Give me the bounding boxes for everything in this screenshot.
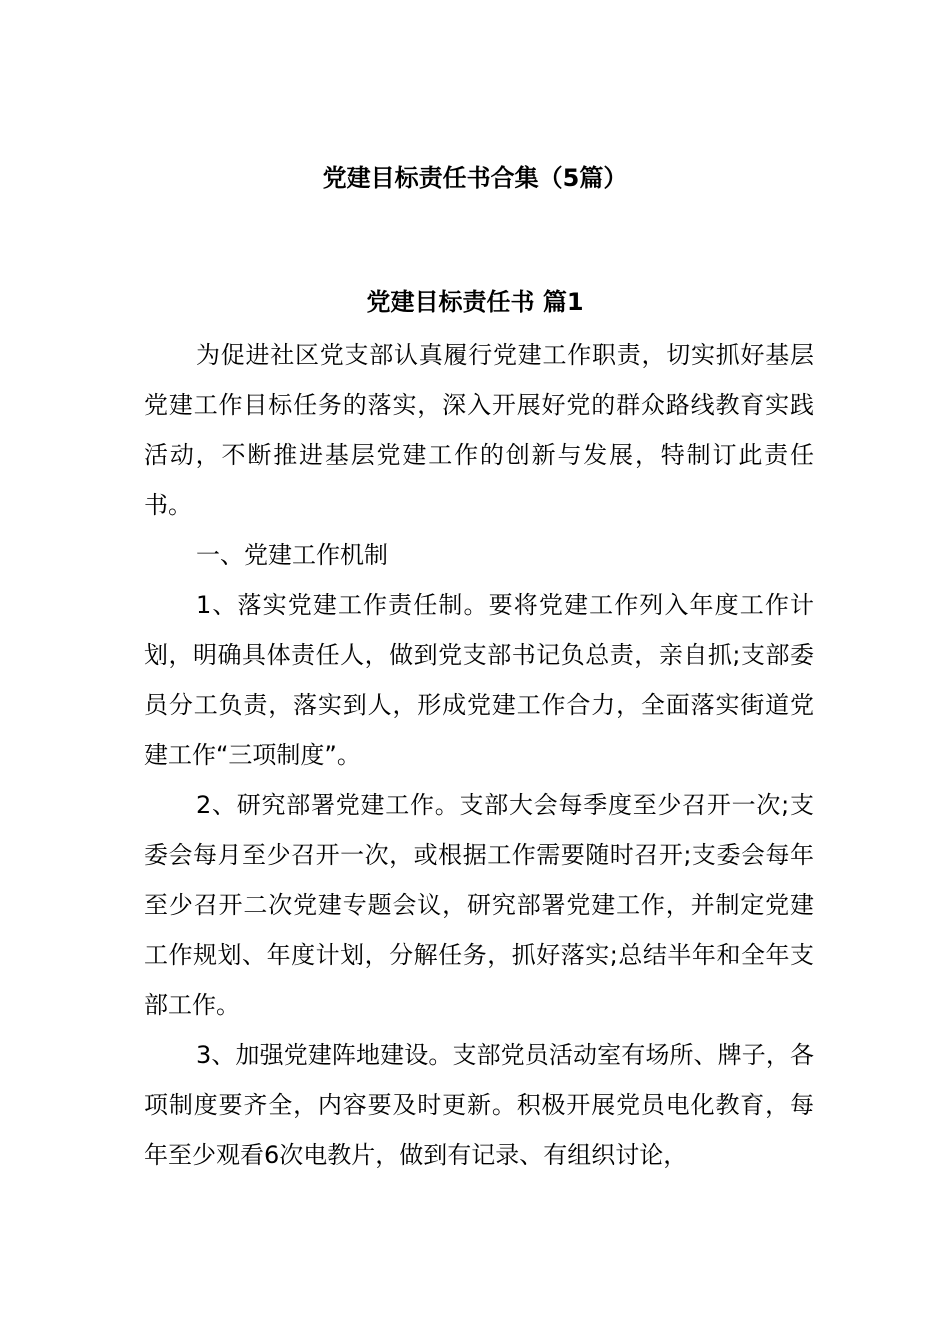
document-body	[144, 330, 814, 1180]
document-title: 党建目标责任书合集（5篇）	[322, 164, 628, 192]
paragraph-item-2: 2、研究部署党建工作。支部大会每季度至少召开一次;支委会每月至少召开一次，或根据工作需要随时召开;支委会每年至少召开二次党建专题会议，研究部署党建工作，并制定党建工作规划、年度计划，分解任务，抓好落实;总结半年和全年支部工作。	[144, 791, 814, 1019]
paragraph-item-1: 1、落实党建工作责任制。要将党建工作列入年度工作计划，明确具体责任人，做到党支部书记负总责，亲自抓;支部委员分工负责，落实到人，形成党建工作合力，全面落实街道党建工作“三项制度”。	[144, 591, 814, 769]
section-title: 党建目标责任书 篇1	[366, 288, 584, 316]
paragraph-intro: 为促进社区党支部认真履行党建工作职责，切实抓好基层党建工作目标任务的落实，深入开展好党的群众路线教育实践活动，不断推进基层党建工作的创新与发展，特制订此责任书。	[144, 341, 814, 519]
paragraph-item-3: 3、加强党建阵地建设。支部党员活动室有场所、牌子，各项制度要齐全，内容要及时更新。积极开展党员电化教育，每年至少观看6次电教片，做到有记录、有组织讨论，	[144, 1041, 814, 1169]
paragraph-heading-mechanism: 一、党建工作机制	[196, 541, 388, 569]
